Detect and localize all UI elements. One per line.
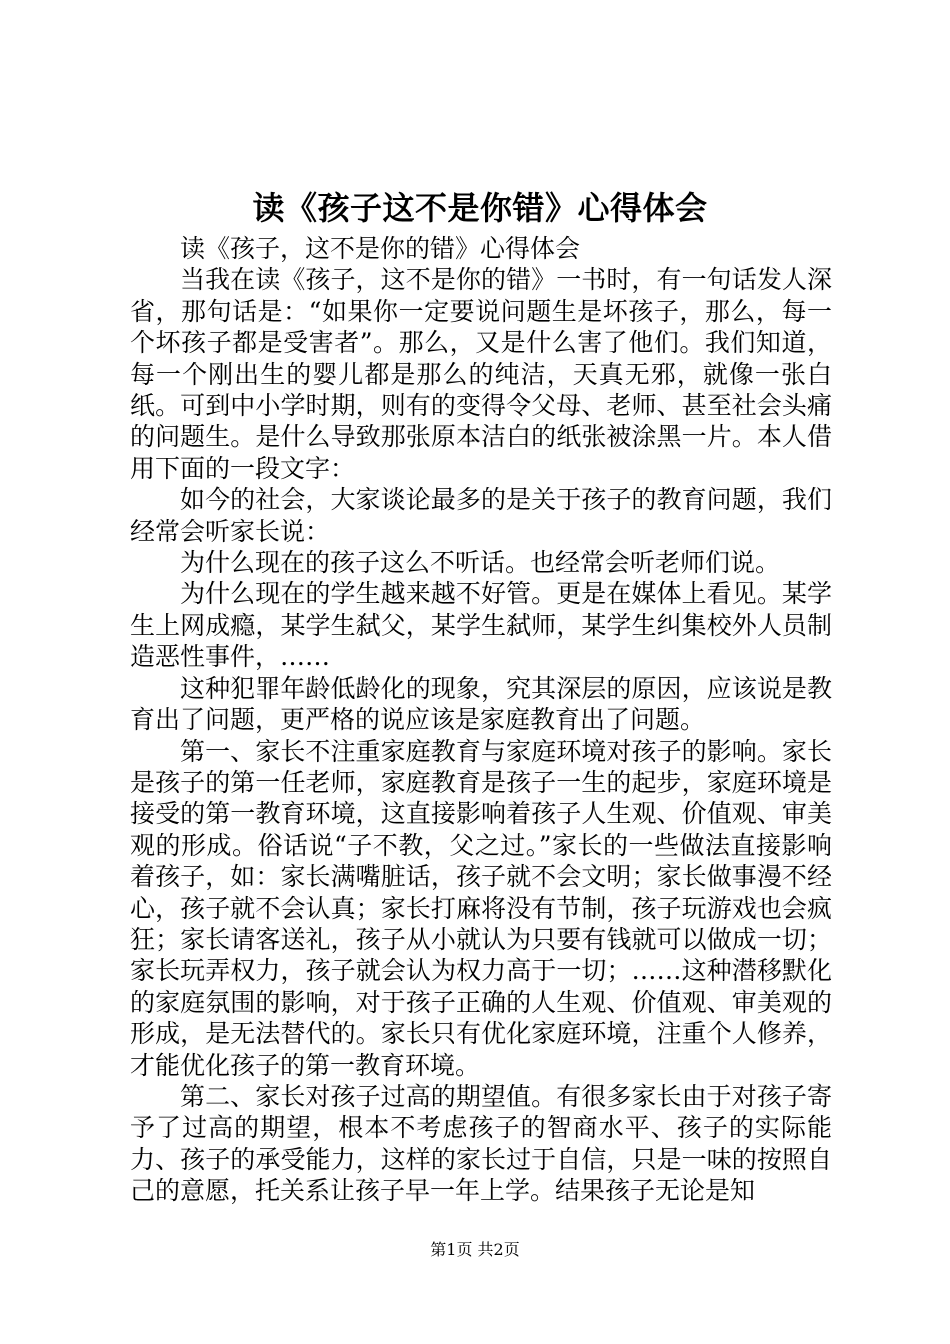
paragraph: 第一、家长不注重家庭教育与家庭环境对孩子的影响。家长是孩子的第一任老师，家庭教育是孩子一生的起步，家庭环境是接受的第一教育环境，这直接影响着孩子人生观、价值观、审美观的形成。俗话说“子不教，父之过。”家长的一些做法直接影响着孩子，如：家长满嘴脏话，孩子就不会文明；家长做事漫不经心，孩子就不会认真；家长打麻将没有节制，孩子玩游戏也会疯狂；家长请客送礼，孩子从小就认为只要有钱就可以做成一切；家长玩弄权力，孩子就会认为权力高于一切；……这种潜移默化的家庭氛围的影响，对于孩子正确的人生观、价值观、审美观的形成，是无法替代的。家长只有优化家庭环境，注重个人修养，才能优化孩子的第一教育环境。 <box>130 736 832 1080</box>
paragraph: 为什么现在的学生越来越不好管。更是在媒体上看见。某学生上网成瘾，某学生弑父，某学生弑师，某学生纠集校外人员制造恶性事件，…… <box>130 579 832 672</box>
paragraph: 如今的社会，大家谈论最多的是关于孩子的教育问题，我们经常会听家长说： <box>130 485 832 546</box>
paragraph: 为什么现在的孩子这么不听话。也经常会听老师们说。 <box>180 548 781 578</box>
paragraph-heading: 读《孩子，这不是你的错》心得体会 <box>180 234 581 263</box>
paragraph: 这种犯罪年龄低龄化的现象，究其深层的原因，应该说是教育出了问题，更严格的说应该是家庭教育出了问题。 <box>130 673 832 735</box>
paragraph: 第二、家长对孩子过高的期望值。有很多家长由于对孩子寄予了过高的期望，根本不考虑孩子的智商水平、孩子的实际能力、孩子的承受能力，这样的家长过于自信，只是一味的按照自己的意愿，托关系让孩子早一年上学。结果孩子无论是知 <box>130 1081 832 1206</box>
paragraph: 当我在读《孩子，这不是你的错》一书时，有一句话发人深省，那句话是：“如果你一定要说问题生是坏孩子，那么，每一个坏孩子都是受害者”。那么，又是什么害了他们。我们知道，每一个刚出生的婴儿都是那么的纯洁，天真无邪，就像一张白纸。可到中小学时期，则有的变得令父母、老师、甚至社会头痛的问题生。是什么导致那张原本洁白的纸张被涂黑一片。本人借用下面的一段文字： <box>130 265 832 483</box>
document-body <box>130 233 832 1207</box>
page-footer: 第1页 共2页 <box>430 1240 520 1259</box>
document-title: 读《孩子这不是你错》心得体会 <box>252 189 708 227</box>
